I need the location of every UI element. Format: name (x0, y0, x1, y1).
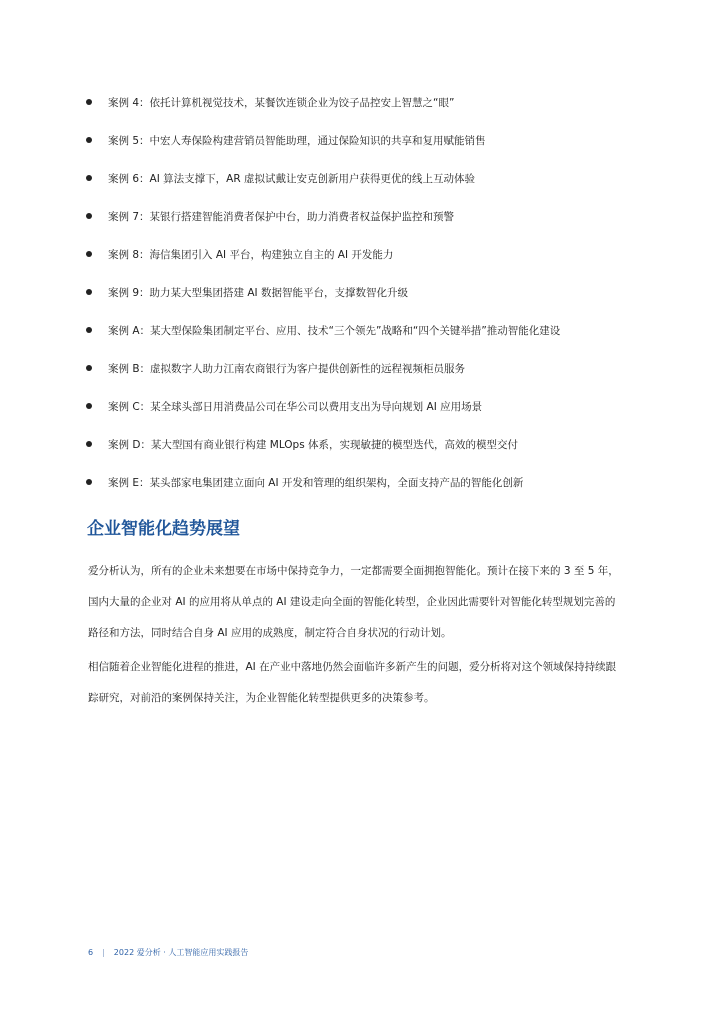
paragraph-line: 国内大量的企业对 AI 的应用将从单点的 AI 建设走向全面的智能化转型，企业因此需要针对智能化转型规划完善的 (88, 596, 616, 608)
paragraph-line: 相信随着企业智能化进程的推进，AI 在产业中落地仍然会面临许多新产生的问题，爱分析将对这个领域保持持续跟 (88, 661, 617, 673)
page-footer (88, 947, 248, 958)
bullet-icon (86, 213, 92, 219)
case-text: 案例 B：虚拟数字人助力江南农商银行为客户提供创新性的远程视频柜员服务 (108, 362, 466, 375)
paragraph-line: 踪研究，对前沿的案例保持关注，为企业智能化转型提供更多的决策参考。 (88, 692, 435, 704)
list-item (86, 92, 454, 112)
bullet-icon (86, 365, 92, 371)
case-text: 案例 D：某大型国有商业银行构建 MLOps 体系，实现敏捷的模型迭代，高效的模型交付 (108, 438, 519, 451)
case-text: 案例 7：某银行搭建智能消费者保护中台，助力消费者权益保护监控和预警 (108, 210, 455, 223)
list-item (86, 244, 393, 264)
bullet-icon (86, 251, 92, 257)
bullet-icon (86, 289, 92, 295)
case-text: 案例 6：AI 算法支撑下，AR 虚拟试戴让安克创新用户获得更优的线上互动体验 (108, 172, 475, 185)
page-number: 6 (88, 948, 94, 957)
case-text: 案例 8：海信集团引入 AI 平台，构建独立自主的 AI 开发能力 (108, 248, 394, 261)
bullet-icon (86, 99, 92, 105)
list-item (86, 396, 482, 416)
report-title: 2022 爱分析 · 人工智能应用实践报告 (113, 948, 249, 957)
bullet-icon (86, 479, 92, 485)
list-item (86, 434, 518, 454)
list-item (86, 130, 486, 150)
paragraph-line: 路径和方法，同时结合自身 AI 应用的成熟度，制定符合自身状况的行动计划。 (88, 627, 452, 639)
bullet-icon (86, 441, 92, 447)
case-text: 案例 E：某头部家电集团建立面向 AI 开发和管理的组织架构，全面支持产品的智能化创新 (108, 476, 524, 489)
case-text: 案例 A：某大型保险集团制定平台、应用、技术“三个领先”战略和“四个关键举措”推动智能化建设 (108, 324, 561, 337)
bullet-icon (86, 327, 92, 333)
bullet-icon (86, 403, 92, 409)
bullet-icon (86, 137, 92, 143)
list-item (86, 168, 475, 188)
case-text: 案例 9：助力某大型集团搭建 AI 数据智能平台，支撑数智化升级 (108, 286, 408, 299)
list-item (86, 206, 454, 226)
footer-separator: | (102, 948, 105, 957)
section-title: 企业智能化趋势展望 (87, 519, 240, 539)
case-text: 案例 C：某全球头部日用消费品公司在华公司以费用支出为导向规划 AI 应用场景 (108, 400, 483, 413)
bullet-icon (86, 175, 92, 181)
list-item (86, 472, 523, 492)
paragraph-line: 爱分析认为，所有的企业未来想要在市场中保持竞争力，一定都需要全面拥抱智能化。预计在接下来的 3 至 5 年， (88, 565, 619, 577)
list-item (86, 282, 408, 302)
list-item (86, 320, 560, 340)
list-item (86, 358, 465, 378)
case-text: 案例 4：依托计算机视觉技术，某餐饮连锁企业为饺子品控安上智慧之“眼” (108, 96, 455, 109)
case-text: 案例 5：中宏人寿保险构建营销员智能助理，通过保险知识的共享和复用赋能销售 (108, 134, 486, 147)
